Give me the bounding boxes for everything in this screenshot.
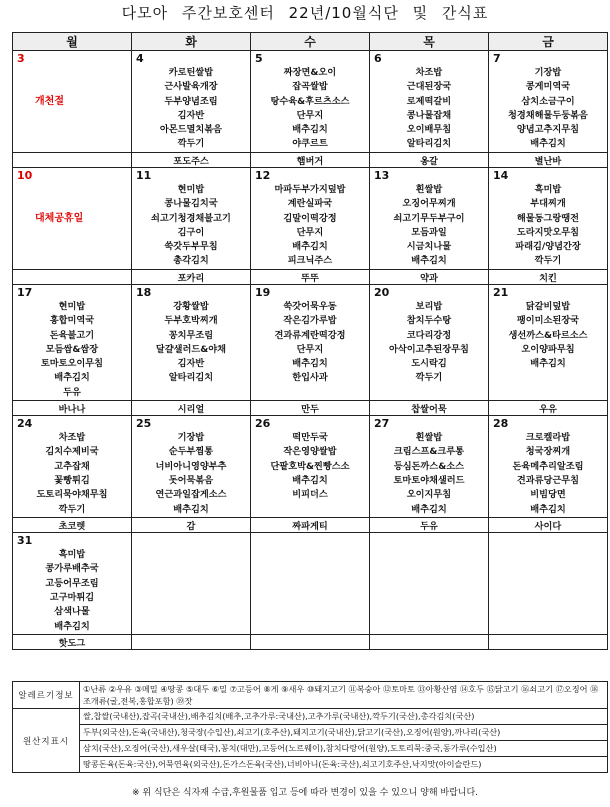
menu-items [489,431,607,517]
menu-item: 고추잡채 [54,460,90,472]
day-number: 24 [17,417,33,431]
menu-item: 오이배무침 [406,124,452,136]
snack-cell: 감 [132,518,251,533]
day-cell [13,533,132,635]
menu-item: 깍두기 [58,503,86,515]
day-number [489,533,607,546]
origin-row [13,709,608,773]
menu-item: 깍두기 [177,138,205,150]
notice-text: ※ 위 식단은 식자재 수급,후원물품 입고 등에 따라 변경이 있을 수 있으니 양해 바랍니다. [131,788,479,798]
weekday-header: 화 [132,33,251,51]
menu-item: 근사발육개장 [164,81,218,93]
menu-items [489,300,607,371]
day-number: 18 [136,286,152,299]
day-cell [251,168,370,270]
day-number: 25 [136,417,152,431]
menu-item: 쇠고기무두부구이 [393,212,465,224]
week-row [13,533,608,635]
snack-cell: 약과 [370,270,489,285]
day-cell [132,168,251,270]
day-number: 17 [17,286,33,299]
menu-item: 김말이떡강정 [283,212,337,224]
week-row [13,416,608,518]
menu-item: 삼색나물 [54,606,90,618]
menu-items [13,300,131,400]
menu-item: 콩나물김치국 [164,198,218,210]
title-part: 22년/10월식단 [288,4,399,22]
menu-body [13,51,608,650]
snack-cell: 포카리 [132,270,251,285]
snack-cell: 우유 [489,401,608,416]
menu-item: 깍두기 [534,255,562,267]
holiday-label: 대체공휴일 [35,213,84,224]
day-number: 27 [374,417,390,431]
day-cell [489,168,608,270]
menu-item: 잡곡쌀밥 [292,81,328,93]
day-number: 7 [493,52,501,65]
menu-items [370,183,488,269]
menu-item: 너비아니영양부추 [155,460,227,472]
menu-items [13,431,131,517]
menu-item: 한입사과 [292,372,328,384]
menu-item: 크림스프&크루통 [393,446,465,458]
menu-item: 모듬쌈&쌈장 [45,343,99,355]
menu-item: 참치두수탕 [406,315,452,327]
menu-items [251,66,369,152]
menu-item: 김구이 [177,226,205,238]
origin-line: 쌀,찹쌀(국내산),잡곡(국내산),배추김치(배추,고추가루:국내산),고추가루(국내산),깍두기(국산),총각김치(국산) [80,709,607,725]
menu-item: 떡만두국 [292,432,328,444]
menu-item: 콩나물잡채 [406,109,452,121]
day-cell [13,51,132,153]
menu-item: 콩가루배추국 [45,563,99,575]
menu-item: 꽃빵튀김 [54,474,90,486]
day-cell [370,51,489,153]
menu-item: 쑥갓어묵우동 [283,301,337,312]
menu-item: 마파두부가지덮밥 [274,184,346,195]
day-number: 21 [493,286,509,299]
weekday-header: 금 [489,33,608,51]
menu-item: 카로틴쌀밥 [168,67,214,78]
menu-items [251,183,369,269]
day-cell [370,285,489,401]
day-number: 5 [255,52,263,65]
menu-item: 양념고추지무침 [516,124,580,136]
menu-item: 배추김치 [54,620,90,632]
origin-line: 두부(외국산),돈육(국내산),청국장(수입산),쇠고기(호주산),돼지고기(국내산),닭고기(국산),오징어(원양),까나리(국산) [80,725,607,741]
menu-items [489,183,607,269]
menu-item: 흑미밥 [534,184,562,195]
menu-item: 고구마튀김 [49,591,95,603]
menu-item: 도토리묵야채무침 [36,489,108,501]
menu-item: 두유 [63,386,81,398]
holiday-label: 개천절 [35,96,64,107]
menu-item: 배추김치 [530,138,566,150]
snack-cell: 찹쌀어묵 [370,401,489,416]
menu-item: 꽁치무조림 [168,329,214,341]
allergy-label: 알레르기정보 [13,682,80,709]
origin-cell [80,709,608,773]
snack-row [13,518,608,533]
snack-cell [251,635,370,650]
menu-item: 두부양념조림 [164,95,218,107]
menu-item: 비빔당면 [530,489,566,501]
menu-item: 오이양파무침 [521,343,575,355]
menu-item: 알타리김치 [168,372,214,384]
weekday-header: 월 [13,33,132,51]
snack-row [13,635,608,650]
menu-item: 김자반 [177,358,205,370]
menu-item: 단팥호박&찐빵스소 [270,460,350,472]
menu-item: 탕수육&후르츠소스 [270,95,350,107]
page-title [0,2,610,23]
snack-cell [132,635,251,650]
menu-item: 흰쌀밥 [415,184,443,195]
day-cell [370,416,489,518]
menu-item: 도시락김 [411,358,447,370]
menu-item: 비피더스 [292,489,328,501]
snack-cell: 두유 [370,518,489,533]
menu-item: 배추김치 [292,241,328,253]
menu-item: 도라지맛오무침 [516,226,580,238]
day-number: 10 [17,169,33,182]
menu-item: 배추김치 [292,124,328,136]
menu-item: 배추김치 [173,503,209,515]
day-number: 19 [255,286,271,299]
day-cell [13,285,132,401]
weekday-header-row [13,33,608,51]
menu-items [370,66,488,152]
menu-item: 근대된장국 [406,81,452,93]
menu-items [132,183,250,269]
menu-item: 기장밥 [177,432,205,444]
menu-item: 부대찌개 [530,198,566,210]
snack-cell [489,635,608,650]
day-number: 31 [17,534,33,548]
snack-cell: 바나나 [13,401,132,416]
snack-cell: 짜파게티 [251,518,370,533]
menu-item: 로제떡갈비 [406,95,452,107]
origin-line: 삼치(국산),오징어(국산),새우살(태국),꽁치(대만),고등어(노르웨이),참치다랑어(원양),도토리묵:중국,동가루(수입산) [80,741,607,757]
menu-item: 달걀샐러드&야채 [155,343,227,355]
day-cell [251,533,370,635]
menu-item: 쑥갓두부무침 [164,241,218,253]
menu-item: 계란실파국 [287,198,333,210]
menu-items [132,66,250,152]
menu-item: 깍두기 [415,372,443,384]
menu-item: 오징어무찌개 [402,198,456,210]
menu-item: 피크닉주스 [287,255,333,267]
menu-item: 흰쌀밥 [415,432,443,444]
menu-item: 김자반 [177,109,205,121]
menu-item: 팽이미소된장국 [516,315,580,327]
day-cell [489,285,608,401]
day-cell [13,416,132,518]
menu-item: 크로켈라밥 [525,432,571,444]
day-number [370,533,488,546]
snack-cell: 만두 [251,401,370,416]
menu-item: 돈육불고기 [49,329,95,341]
menu-item: 견과류당근무침 [516,474,580,486]
menu-item: 아몬드멸치볶음 [159,124,223,136]
snack-cell: 포도주스 [132,153,251,168]
snack-row [13,153,608,168]
day-number: 4 [136,52,144,65]
menu-items [370,300,488,386]
day-number [251,533,369,546]
menu-item: 김치수제비국 [45,446,99,458]
day-number: 3 [17,52,25,65]
day-cell [489,416,608,518]
week-row [13,168,608,270]
menu-item: 기장밥 [534,67,562,78]
snack-cell: 초코렛 [13,518,132,533]
menu-item: 차조밥 [415,67,443,78]
day-number: 13 [374,169,390,182]
day-cell [251,285,370,401]
menu-item: 쇠고기청경채불고기 [151,212,231,224]
day-cell [370,168,489,270]
menu-calendar [12,32,608,650]
snack-cell: 별난바 [489,153,608,168]
day-cell [370,533,489,635]
menu-item: 단무지 [296,343,324,355]
menu-item: 차조밥 [58,432,86,444]
day-cell [251,416,370,518]
day-number: 20 [374,286,390,299]
snack-row [13,401,608,416]
title-part: 및 [412,4,429,22]
menu-item: 두부호박찌개 [164,315,218,327]
day-cell [251,51,370,153]
menu-item: 총각김치 [173,255,209,267]
menu-item: 청국장찌개 [525,446,571,458]
menu-item: 고등어무조림 [45,577,99,589]
menu-item: 토마토야채샐러드 [393,474,465,486]
day-cell [489,533,608,635]
menu-item: 연근과일잡게소스 [155,489,227,501]
snack-cell: 치킨 [489,270,608,285]
menu-item: 작은영양쌀밥 [283,446,337,458]
menu-item: 현미밥 [58,301,86,312]
menu-items [251,300,369,386]
menu-item: 짜장면&오이 [283,67,337,78]
snack-cell: 뚜뚜 [251,270,370,285]
day-cell [132,51,251,153]
menu-items [370,431,488,517]
snack-cell: 핫도그 [13,635,132,650]
menu-item: 단무지 [296,109,324,121]
day-cell [132,285,251,401]
menu-item: 시금치나물 [406,241,452,253]
day-number [132,533,250,546]
menu-item: 배추김치 [411,255,447,267]
snack-cell: 시리얼 [132,401,251,416]
info-table [12,681,608,773]
menu-item: 해물동그랑땡전 [516,212,580,224]
menu-item: 배추김치 [54,372,90,384]
day-number: 11 [136,169,152,182]
menu-item: 현미밥 [177,184,205,195]
day-cell [489,51,608,153]
menu-item: 청경채해물두둥볶음 [508,109,588,121]
menu-item: 흑미밥 [58,549,86,561]
menu-items [132,300,250,386]
snack-cell [13,153,132,168]
menu-items [132,431,250,517]
menu-item: 돈육메추리알조림 [512,460,584,472]
day-number: 14 [493,169,509,182]
menu-item: 코다리강정 [406,329,452,341]
menu-items [489,66,607,152]
title-part: 주간보호센터 [181,4,275,22]
menu-item: 배추김치 [530,358,566,370]
day-cell [132,533,251,635]
title-part: 간식표 [441,4,489,22]
snack-cell [13,270,132,285]
day-cell [132,416,251,518]
menu-item: 알타리김치 [406,138,452,150]
snack-cell: 옹갈 [370,153,489,168]
snack-row [13,270,608,285]
menu-item: 배추김치 [292,358,328,370]
menu-item: 배추김치 [530,503,566,515]
origin-line: 땅콩돈육(돈육:국산),어묵연육(외국산),돈가스돈육(국산),너비아니(돈육:국산),쇠고기호주산,낙지맛(아이슬란드) [83,759,482,769]
day-number: 26 [255,417,271,431]
menu-item: 홍합미역국 [49,315,95,327]
allergy-row [13,682,608,709]
menu-items [251,431,369,502]
menu-item: 콩게미역국 [525,81,571,93]
day-number: 28 [493,417,509,431]
menu-item: 토마토오이무침 [40,358,104,370]
menu-item: 순두부찜통 [168,446,214,458]
weekday-header: 목 [370,33,489,51]
weekday-header: 수 [251,33,370,51]
menu-item: 보리밥 [415,301,443,312]
menu-item: 작은김가루밥 [283,315,337,327]
menu-item: 야쿠르트 [292,138,328,150]
menu-item: 삼치소금구이 [521,95,575,107]
week-row [13,51,608,153]
menu-item: 파래김/양념간장 [515,241,581,253]
menu-item: 등심돈까스&소스 [393,460,465,472]
origin-label: 원산지표시 [13,709,80,773]
menu-item: 단무지 [296,226,324,238]
week-row [13,285,608,401]
snack-cell: 햄버거 [251,153,370,168]
day-number: 12 [255,169,271,182]
menu-item: 아삭이고추된장무침 [389,343,469,355]
day-cell [13,168,132,270]
allergy-text: ①난류 ②우유 ③메밀 ④땅콩 ⑤대두 ⑥밀 ⑦고등어 ⑧게 ⑨새우 ⑩돼지고기 ⑪복숭아 ⑫토마토 ⑬아황산염 ⑭호두 ⑮닭고기 ⑯쇠고기 ⑰오징어 ⑱조개류(굴,전복,홍합포함) ⑲잣 [80,682,608,709]
menu-item: 강황쌀밥 [173,301,209,312]
menu-item: 배추김치 [411,503,447,515]
menu-item: 생선까스&타르소스 [508,329,588,341]
menu-item: 오이지무침 [406,489,452,501]
day-number: 6 [374,52,382,65]
menu-item: 견과류계란떡강정 [274,329,346,341]
menu-item: 모듬과일 [411,226,447,238]
menu-item: 돗어묵볶음 [168,474,214,486]
snack-cell [370,635,489,650]
title-part: 다모아 [121,4,169,22]
snack-cell: 사이다 [489,518,608,533]
menu-item: 배추김치 [292,474,328,486]
menu-item: 닭갈비덮밥 [525,301,571,312]
menu-items [13,548,131,634]
